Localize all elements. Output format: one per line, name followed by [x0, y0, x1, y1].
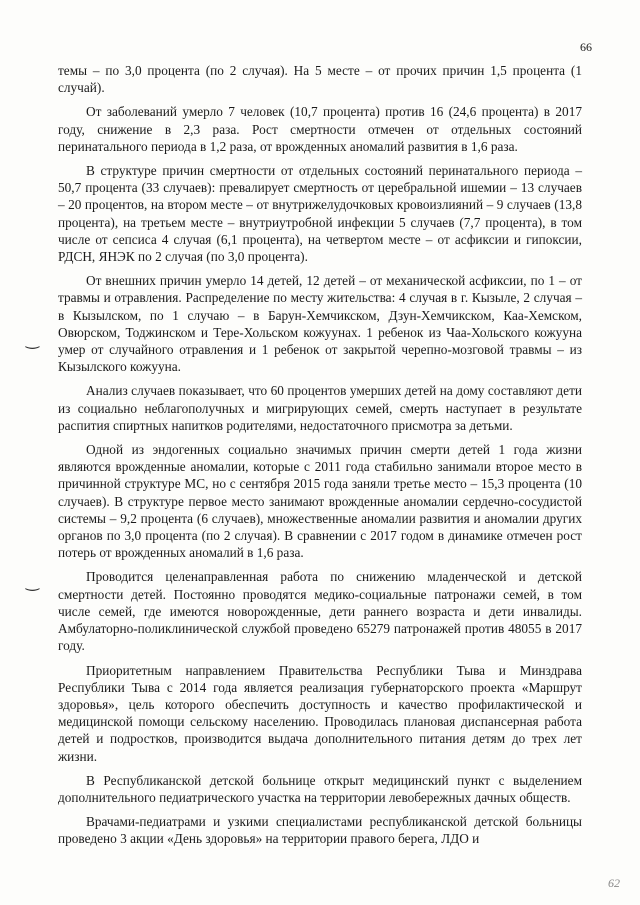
paragraph-7: Проводится целенаправленная работа по снижению младенческой и детской смертности детей. Постоянно проводятся медико-социальные патронажи семей, в том числе семей, где имеются новорожденные, дети раннего возраста и дети инвалиды. Амбулаторно-поликлинической службой проведено 65279 патронажей против 48055 в 2017 году. [58, 569, 582, 654]
handwritten-page-mark: 62 [608, 876, 620, 890]
paragraph-9: В Республиканской детской больнице открыт медицинский пункт с выделением дополнительного педиатрического участка на территории левобережных дачных обществ. [58, 772, 582, 805]
document-body [58, 62, 582, 855]
margin-mark-1: ‿ [26, 330, 39, 349]
paragraph-6: Одной из эндогенных социально значимых причин смерти детей 1 года жизни являются врожденные аномалии, которые с 2011 года стабильно занимали второе место в причинной структуре МС, но с сентября 2015 года заняли третье место – 15,3 процента (10 случаев). В структуре первое место занимают врожденные аномалии сердечно-сосудистой системы – 9,2 процента (6 случаев), множественные аномалии развития и аномалии других органов по 3,0 процента (по 2 случая). В сравнении с 2017 годом в динамике отмечен рост потерь от врожденных аномалий в 1,6 раза. [58, 442, 582, 561]
paragraph-1: темы – по 3,0 процента (по 2 случая). На 5 месте – от прочих причин 1,5 процента (1 случай). [58, 63, 582, 96]
paragraph-2: От заболеваний умерло 7 человек (10,7 процента) против 16 (24,6 процента) в 2017 году, снижение в 2,3 раза. Рост смертности отмечен от отдельных состояний перинатального периода в 1,2 раза, от врожденных аномалий развития в 1,6 раза. [58, 104, 582, 154]
paragraph-4: От внешних причин умерло 14 детей, 12 детей – от механической асфиксии, по 1 – от травмы и отравления. Распределение по месту жительства: 4 случая в г. Кызыле, 2 случая – в Кызылском, по 1 случаю – в Барун-Хемчикском, Дзун-Хемчикском, Каа-Хемском, Овюрском, Тоджинском и Тере-Хольском кожуунах. 1 ребенок из Чаа-Хольского кожууна умер от случайного отравления и 1 ребенок от закрытой черепно-мозговой травмы – из Кызылского кожууна. [58, 273, 582, 375]
margin-mark-2: ‿ [26, 572, 39, 591]
paragraph-3: В структуре причин смертности от отдельных состояний перинатального периода – 50,7 процента (33 случаев): превалирует смертность от церебральной ишемии – 13 случаев – 20 процентов, на втором месте – от внутрижелудочковых кровоизлияний – 9 случаев (13,8 процента), на третьем месте – внутриутробной инфекции 5 случаев (7,7 процента), в том числе от сепсиса 4 случая (6,1 процента), на четвертом месте – от асфиксии и гипоксии, РДСН, ЯНЭК по 2 случая (по 3,0 процента). [58, 163, 582, 265]
page-number: 66 [580, 40, 592, 54]
paragraph-8: Приоритетным направлением Правительства Республики Тыва и Минздрава Республики Тыва с 2014 года является реализация губернаторского проекта «Маршрут здоровья», цель которого обеспечить доступность и качество профилактической и медицинской помощи сельскому населению. Проводилась плановая диспансерная работа детей и подростков, производится выдача дополнительного питания детям до трех лет жизни. [58, 662, 582, 764]
paragraph-10: Врачами-педиатрами и узкими специалистами республиканской детской больницы проведено 3 акции «День здоровья» на территории правого берега, ЛДО и [58, 814, 582, 847]
paragraph-5: Анализ случаев показывает, что 60 процентов умерших детей на дому составляют дети из социально неблагополучных и мигрирующих семей, смерть наступает в результате распития спиртных напитков родителями, недостаточного присмотра за детьми. [58, 383, 582, 433]
